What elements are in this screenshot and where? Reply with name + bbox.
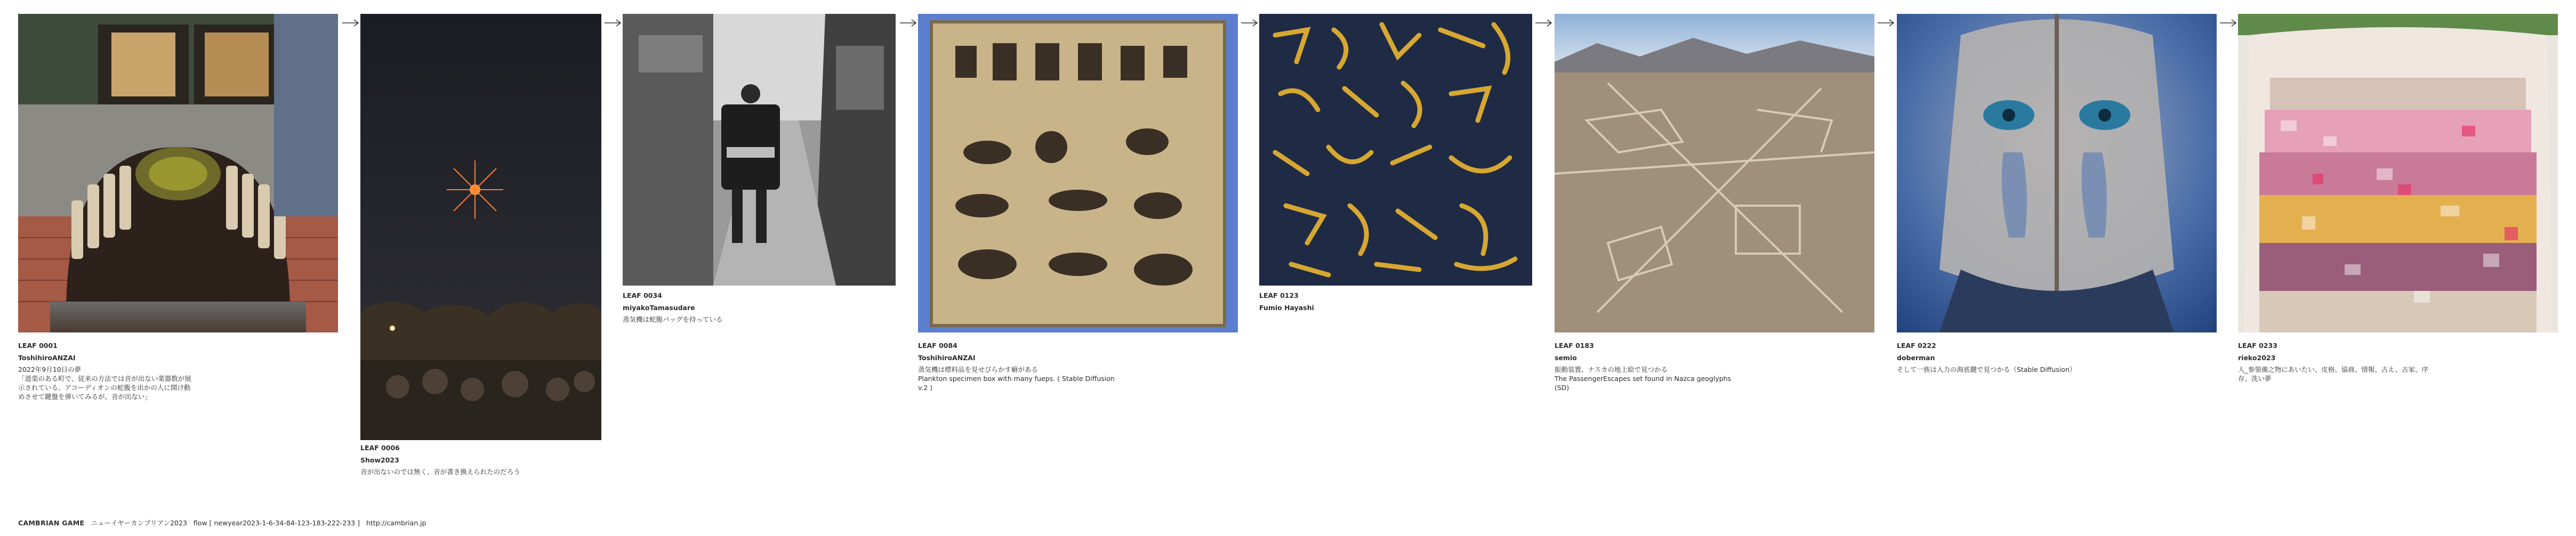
leaf-image-0006[interactable] xyxy=(360,14,601,440)
leaf-description: 音が出ないのでは無く、音が書き換えられたのだろう xyxy=(360,468,520,476)
footer-flow: flow [ newyear2023-1-6-34-84-123-183-222-233 ] xyxy=(193,519,360,527)
leaf-description: 振動装置、ナスカの地上絵で見つかる The PassengerEscapes set found in Nazca geoglyphs (SD) xyxy=(1555,366,1732,392)
leaf-image-0001[interactable] xyxy=(18,14,338,332)
flow-arrow-icon xyxy=(605,19,622,27)
leaf-caption-0084 xyxy=(918,341,1121,392)
leaf-caption-0233 xyxy=(2238,341,2441,383)
leaf-description: 蒸気機は蛇腹バッグを持っている xyxy=(623,315,723,323)
footer-url-link[interactable]: http://cambrian.jp xyxy=(366,519,426,527)
leaf-author: ToshihiroANZAI xyxy=(918,354,976,362)
leaf-description: そして一族は入力の海底鍵で見つかる（Stable Diffusion） xyxy=(1897,366,2076,373)
leaf-author: semio xyxy=(1555,354,1577,362)
leaf-id: LEAF 0034 xyxy=(623,291,662,299)
leaf-caption-0222 xyxy=(1897,341,2099,374)
leaf-author: doberman xyxy=(1897,354,1935,362)
leaf-image-0222[interactable] xyxy=(1897,14,2217,332)
leaf-image-0233[interactable] xyxy=(2238,14,2558,332)
leaf-author: miyakoTamasudare xyxy=(623,304,695,312)
leaf-caption-0006 xyxy=(360,443,536,476)
leaf-id: LEAF 0233 xyxy=(2238,342,2277,350)
leaf-caption-0034 xyxy=(623,291,799,324)
specimen-box-image xyxy=(918,14,1238,332)
leaf-author: rieko2023 xyxy=(2238,354,2276,362)
street-bag-image xyxy=(623,14,896,286)
leaf-description: 人_参領備之物にあいたい、皮格、協商、情報、古え、古家、序存、洗い夢 xyxy=(2238,366,2429,383)
flow-arrow-icon xyxy=(1878,19,1895,27)
leaf-image-0123[interactable] xyxy=(1259,14,1532,286)
flow-arrow-icon xyxy=(1241,19,1258,27)
leaf-id: LEAF 0006 xyxy=(360,444,400,452)
leaf-id: LEAF 0222 xyxy=(1897,342,1936,350)
leaf-caption-0001 xyxy=(18,341,194,401)
leaf-image-0034[interactable] xyxy=(623,14,896,286)
footer-brand: CAMBRIAN GAME xyxy=(18,519,85,527)
leaf-id: LEAF 0183 xyxy=(1555,342,1594,350)
mosaic-cylinder-image xyxy=(2238,14,2558,332)
accordion-sculpture-image xyxy=(18,14,338,332)
gold-glyphs-image xyxy=(1259,14,1532,286)
leaf-image-0183[interactable] xyxy=(1555,14,1874,332)
leaf-author: ToshihiroANZAI xyxy=(18,354,76,362)
leaf-id: LEAF 0001 xyxy=(18,342,58,350)
footer xyxy=(18,518,426,527)
flow-arrow-icon xyxy=(342,19,359,27)
footer-title: ニューイヤーカンブリアン2023 xyxy=(91,519,187,527)
leaf-caption-0183 xyxy=(1555,341,1757,392)
underwater-face-image xyxy=(1897,14,2217,332)
flow-arrow-icon xyxy=(1535,19,1552,27)
fireworks-night-image xyxy=(360,14,601,440)
leaf-caption-0123 xyxy=(1259,291,1435,315)
flow-arrow-icon xyxy=(2220,19,2237,27)
leaf-description: 蒸気機は標料品を見せびらかす癖がある Plankton specimen box with many fueps. ( Stable Diffusion v.2 ) xyxy=(918,366,1115,392)
leaf-id: LEAF 0123 xyxy=(1259,291,1299,299)
leaf-image-0084[interactable] xyxy=(918,14,1238,332)
nazca-desert-image xyxy=(1555,14,1874,332)
leaf-id: LEAF 0084 xyxy=(918,342,957,350)
flow-arrow-icon xyxy=(900,19,917,27)
leaf-description: 2022年9月10日の夢 「道楽のある町で、従来の方法では音が出ない楽器数が展示されている。アコーディオンの蛇腹を出かの人に開け動めさせて鍵盤を弾いてみるが、音が出ない」 xyxy=(18,366,191,401)
leaf-author: Fumio Hayashi xyxy=(1259,304,1314,312)
leaf-author: Show2023 xyxy=(360,456,399,464)
